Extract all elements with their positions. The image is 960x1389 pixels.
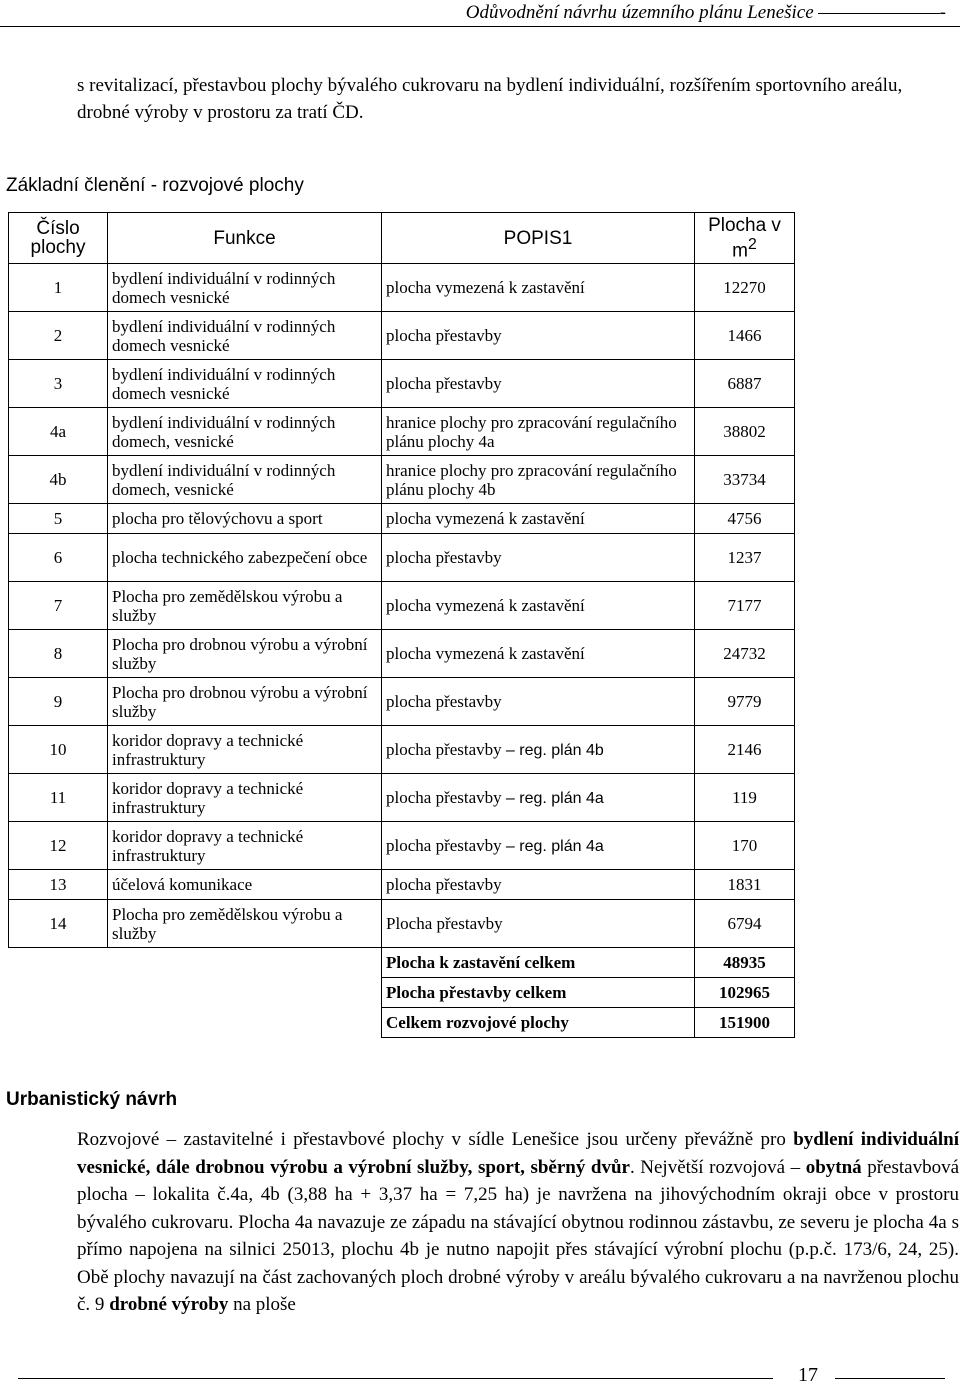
total-row — [9, 1008, 795, 1038]
cell-cislo: 1 — [9, 264, 108, 312]
cell-plocha: 6794 — [695, 900, 795, 948]
table-header-row — [9, 213, 795, 264]
para-text-4: na ploše — [228, 1294, 296, 1315]
cell-popis-text: plocha přestavby — [386, 739, 502, 759]
cell-popis-text: plocha vymezená k zastavění — [386, 278, 585, 297]
para-text-2: . Největší rozvojová – — [629, 1156, 806, 1178]
cell-popis-text: plocha vymezená k zastavění — [386, 509, 585, 528]
cell-popis-text: plocha přestavby — [386, 326, 502, 345]
cell-popis-text: hranice plochy pro zpracování regulačního plánu plochy 4b — [386, 460, 677, 499]
cell-cislo: 6 — [9, 534, 108, 582]
cell-popis — [382, 582, 695, 630]
cell-cislo: 2 — [9, 312, 108, 360]
total-label: Celkem rozvojové plochy — [382, 1008, 695, 1038]
footer-rule-left — [18, 1378, 773, 1379]
table-row — [9, 264, 795, 312]
table-totals — [9, 948, 795, 1038]
cell-popis — [382, 726, 695, 774]
cell-cislo: 4a — [9, 408, 108, 456]
cell-funkce: bydlení individuální v rodinných domech, vesnické — [108, 408, 382, 456]
cell-popis-suffix: – reg. plán 4a — [505, 837, 604, 855]
cell-funkce: Plocha pro zemědělskou výrobu a služby — [108, 582, 382, 630]
section-title-urbanisticky-navrh: Urbanistický návrh — [6, 1089, 178, 1110]
cell-popis-suffix: – reg. plán 4a — [505, 789, 604, 807]
total-row — [9, 978, 795, 1008]
cell-funkce: plocha technického zabezpečení obce — [108, 534, 382, 582]
cell-cislo: 9 — [9, 678, 108, 726]
cell-popis-text: plocha přestavby — [386, 692, 502, 711]
cell-plocha: 38802 — [695, 408, 795, 456]
cell-plocha: 1466 — [695, 312, 795, 360]
cell-popis-text: plocha přestavby — [386, 787, 502, 807]
empty-cell — [9, 978, 108, 1008]
footer-rule-right — [835, 1378, 945, 1379]
development-areas-table — [8, 212, 795, 1038]
empty-cell — [9, 1008, 108, 1038]
cell-cislo: 5 — [9, 504, 108, 534]
cell-plocha: 1237 — [695, 534, 795, 582]
table-row — [9, 870, 795, 900]
cell-cislo: 8 — [9, 630, 108, 678]
cell-funkce: bydlení individuální v rodinných domech, vesnické — [108, 456, 382, 504]
cell-funkce: bydlení individuální v rodinných domech vesnické — [108, 360, 382, 408]
cell-popis-suffix: – reg. plán 4b — [505, 741, 604, 759]
cell-plocha: 2146 — [695, 726, 795, 774]
table-row — [9, 900, 795, 948]
cell-popis — [382, 408, 695, 456]
page-header — [466, 2, 946, 24]
header-cislo-plochy: Číslo plochy — [9, 213, 108, 264]
cell-cislo: 11 — [9, 774, 108, 822]
total-label: Plocha k zastavění celkem — [382, 948, 695, 978]
table-row — [9, 504, 795, 534]
header-funkce: Funkce — [108, 213, 382, 264]
table-row — [9, 360, 795, 408]
cell-popis — [382, 456, 695, 504]
para-text-1: Rozvojové – zastavitelné i přestavbové plochy v sídle Lenešice jsou určeny převážně pro — [77, 1129, 794, 1150]
cell-funkce: Plocha pro zemědělskou výrobu a služby — [108, 900, 382, 948]
header-rule — [0, 26, 960, 27]
cell-popis-text: plocha přestavby — [386, 835, 502, 855]
table-row — [9, 774, 795, 822]
cell-funkce: koridor dopravy a technické infrastruktury — [108, 822, 382, 870]
cell-funkce: koridor dopravy a technické infrastruktury — [108, 774, 382, 822]
cell-plocha: 24732 — [695, 630, 795, 678]
header-trail: - — [939, 2, 946, 23]
cell-popis-text: plocha vymezená k zastavění — [386, 644, 585, 663]
cell-popis — [382, 822, 695, 870]
cell-popis — [382, 774, 695, 822]
cell-plocha: 4756 — [695, 504, 795, 534]
empty-cell — [9, 948, 108, 978]
cell-cislo: 13 — [9, 870, 108, 900]
cell-popis-text: hranice plochy pro zpracování regulačního plánu plochy 4a — [386, 412, 677, 451]
page-number: 17 — [798, 1364, 818, 1386]
cell-funkce: účelová komunikace — [108, 870, 382, 900]
cell-funkce: plocha pro tělovýchovu a sport — [108, 504, 382, 534]
cell-plocha: 33734 — [695, 456, 795, 504]
cell-plocha: 119 — [695, 774, 795, 822]
cell-cislo: 3 — [9, 360, 108, 408]
table-row — [9, 534, 795, 582]
cell-funkce: Plocha pro drobnou výrobu a výrobní služby — [108, 678, 382, 726]
table-row — [9, 312, 795, 360]
total-value: 48935 — [695, 948, 795, 978]
table-row — [9, 582, 795, 630]
cell-funkce: koridor dopravy a technické infrastruktury — [108, 726, 382, 774]
section-title-rozvojove-plochy: Základní členění - rozvojové plochy — [6, 175, 304, 196]
table-body — [9, 264, 795, 948]
para-text-3: přestavbová plocha – lokalita č.4a, 4b (3,88 ha + 3,37 ha = 7,25 ha) je navržena na jihovýchodním okraji obce v prostoru bývalého cukrovaru. Plocha 4a navazuje ze západu na stávající obytnou rodinnou zástavbu, ze severu je plocha 4a s přímo napojena na silnici 25013, plochu 4b je nutno napojit přes stávající výrobní plochu (p.p.č. 173/6, 24, 25). Obě plochy navazují na část zachovaných ploch drobné výroby v areálu bývalého cukrovaru a na navrženou plochu č. 9 — [77, 1156, 959, 1315]
cell-funkce: bydlení individuální v rodinných domech vesnické — [108, 312, 382, 360]
total-value: 151900 — [695, 1008, 795, 1038]
cell-cislo: 12 — [9, 822, 108, 870]
cell-plocha: 1831 — [695, 870, 795, 900]
table-row — [9, 726, 795, 774]
cell-popis — [382, 360, 695, 408]
table-row — [9, 456, 795, 504]
cell-popis-text: plocha přestavby — [386, 548, 502, 567]
header-plocha — [695, 213, 795, 264]
cell-cislo: 14 — [9, 900, 108, 948]
cell-popis — [382, 534, 695, 582]
para-bold-3: drobné výroby — [109, 1294, 229, 1315]
table-row — [9, 630, 795, 678]
cell-popis — [382, 504, 695, 534]
empty-cell — [108, 978, 382, 1008]
intro-text: s revitalizací, přestavbou plochy bývalého cukrovaru na bydlení individuální, rozšířením sportovního areálu, drobné výroby v prostoru za tratí ČD. — [77, 75, 903, 123]
header-title: Odůvodnění návrhu územního plánu Lenešice — [465, 2, 814, 23]
cell-plocha: 7177 — [695, 582, 795, 630]
total-label: Plocha přestavby celkem — [382, 978, 695, 1008]
cell-cislo: 4b — [9, 456, 108, 504]
cell-popis — [382, 312, 695, 360]
total-row — [9, 948, 795, 978]
total-value: 102965 — [695, 978, 795, 1008]
header-plocha-label: Plocha v m — [708, 214, 781, 262]
cell-popis — [382, 870, 695, 900]
header-popis: POPIS1 — [382, 213, 695, 264]
cell-popis-text: plocha přestavby — [386, 374, 502, 393]
cell-plocha: 12270 — [695, 264, 795, 312]
urbanism-paragraph — [77, 1126, 959, 1319]
empty-cell — [108, 948, 382, 978]
header-plocha-sup: 2 — [748, 235, 757, 253]
cell-popis — [382, 678, 695, 726]
cell-cislo: 10 — [9, 726, 108, 774]
table-row — [9, 678, 795, 726]
cell-popis — [382, 900, 695, 948]
cell-funkce: bydlení individuální v rodinných domech vesnické — [108, 264, 382, 312]
cell-popis — [382, 264, 695, 312]
empty-cell — [108, 1008, 382, 1038]
cell-popis-text: plocha přestavby — [386, 875, 502, 894]
cell-popis — [382, 630, 695, 678]
cell-plocha: 9779 — [695, 678, 795, 726]
cell-cislo: 7 — [9, 582, 108, 630]
para-bold-2: obytná — [805, 1156, 862, 1178]
cell-popis-text: plocha vymezená k zastavění — [386, 596, 585, 615]
header-line — [818, 13, 940, 14]
cell-plocha: 6887 — [695, 360, 795, 408]
cell-popis-text: Plocha přestavby — [386, 914, 503, 933]
para-bold-1: bydlení individuální vesnické, dále drobnou výrobu a výrobní služby, sport, sběrný dvůr — [77, 1129, 960, 1178]
table-row — [9, 822, 795, 870]
cell-funkce: Plocha pro drobnou výrobu a výrobní služby — [108, 630, 382, 678]
cell-plocha: 170 — [695, 822, 795, 870]
table-row — [9, 408, 795, 456]
